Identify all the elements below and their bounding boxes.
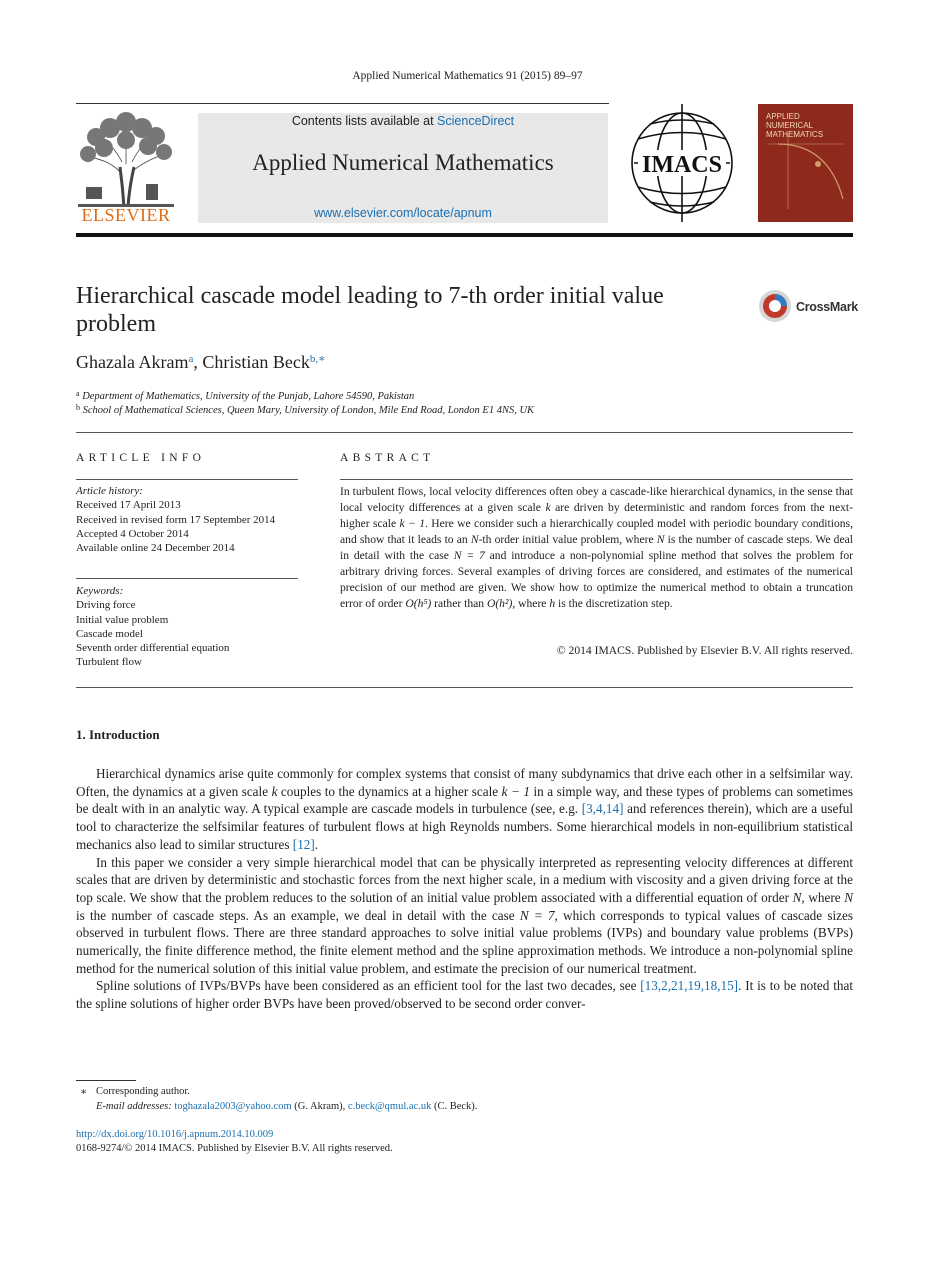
author-separator: , — [193, 352, 203, 372]
issn-copyright: 0168-9274/© 2014 IMACS. Published by Elsevier B.V. All rights reserved. — [76, 1143, 393, 1154]
citation-link[interactable]: [12] — [292, 836, 315, 852]
author-affil-link[interactable]: a — [188, 353, 194, 365]
intro-body — [76, 765, 853, 1013]
corresponding-star: ∗ — [80, 1087, 88, 1098]
doi-link[interactable]: http://dx.doi.org/10.1016/j.apnum.2014.10.009 — [76, 1129, 274, 1140]
contents-line — [198, 114, 608, 128]
history-item: Received in revised form 17 September 2014 — [76, 513, 276, 526]
elsevier-wordmark: ELSEVIER — [81, 205, 171, 225]
abstract-copyright: © 2014 IMACS. Published by Elsevier B.V. All rights reserved. — [556, 644, 853, 657]
cover-title: APPLIED NUMERICAL MATHEMATICS — [766, 112, 824, 139]
journal-title: Applied Numerical Mathematics — [252, 150, 554, 175]
keyword-item: Turbulent flow — [76, 656, 142, 669]
keywords: Keywords: Driving force Initial value problem Cascade model Seventh order differential equation Turbulent flow — [76, 584, 298, 670]
keyword-item: Initial value problem — [76, 613, 169, 626]
keyword-item: Driving force — [76, 599, 136, 612]
paragraph: In this paper we consider a very simple hierarchical model that can be physically interpreted as representing velocity differences at different scales that are driven by deterministic and stochastic forces from the next higher scale, in a medium with viscosity and a given driving force at the top scale. We show that the problem reduces to the solution of an initial value problem associated with a differential equation of order N, where N is the number of cascade steps. As an example, we deal in detail with the case N = 7, which corresponds to typical values of cascade sizes observed in turbulent flows. There are three standard approaches to solve initial value problems (IVPs) and boundary value problems (BVPs) numerically, the finite difference method, the finite element method and the spline approximation methods. We introduce a non-polynomial spline method for the numerical solution of this initial value problem, and estimate the precision of our numerical treatment. — [76, 854, 853, 976]
journal-citation: Applied Numerical Mathematics 91 (2015) 89–97 — [352, 70, 583, 82]
divider — [76, 479, 298, 480]
header-rule — [76, 103, 609, 104]
article-title: Hierarchical cascade model leading to 7-th order initial value problem — [76, 283, 664, 337]
abstract-text: In turbulent flows, local velocity differences often obey a cascade-like hierarchical dynamics, in the sense that local velocity differences at a given scale k are driven by deterministic and random forces from the next-higher scale k − 1. Here we consider such a hierarchically coupled model with periodic boundary conditions, and show that it leads to an N-th order initial value problem, where N is the number of cascade steps. We deal in detail with the case N = 7 and introduce a non-polynomial spline method that solves the problem for arbitrary driving forces. Several examples of driving forces are considered, and estimates of the numerical precision of our method are given. We show how to optimize the numerical method to obtain a truncation error of order O(h⁵) rather than O(h²), where h is the discretization step. — [340, 485, 853, 610]
paragraph: Hierarchical dynamics arise quite commonly for complex systems that consist of many subdynamics that drive each other in a selfsimilar way. Often, the dynamics at a given scale k couples to the dynamics at a higher scale k − 1 in a simple way, and these types of problems can sometimes be dealt with in an analytic way. A typical example are cascade models in turbulence (see, e.g. [3,4,14] and references therein), which are a useful tool to characterize the selfsimilar features of turbulent flows at high Reynolds numbers. Some hierarchical models in non-equilibrium statistical mechanics also lead to similar structures [12]. — [76, 766, 853, 852]
divider — [76, 687, 853, 688]
citation-link[interactable]: [3,4,14] — [581, 801, 624, 817]
article-history: Article history: Received 17 April 2013 Received in revised form 17 September 2014 Accepted 4 October 2014 Available online 24 December 2014 — [76, 484, 298, 555]
journal-url-link[interactable]: www.elsevier.com/locate/apnum — [314, 206, 492, 220]
email-link[interactable]: toghazala2003@yahoo.com — [174, 1101, 292, 1112]
paragraph: Spline solutions of IVPs/BVPs have been considered as an efficient tool for the last two decades, see [13,2,21,19,18,15]. It is to be noted that the spline solutions of higher order BVPs have been proved/observed to be second order conver- — [76, 978, 853, 1012]
section-heading: 1. Introduction — [76, 727, 160, 742]
imacs-wordmark: IMACS — [641, 152, 723, 178]
keyword-item: Seventh order differential equation — [76, 642, 230, 655]
divider — [340, 479, 853, 480]
author-name: Christian Beck — [202, 352, 310, 372]
divider — [76, 578, 298, 579]
history-item: Received 17 April 2013 — [76, 499, 181, 512]
author-list — [76, 352, 326, 373]
affiliation: $^a$ Department of Mathematics, University of the Punjab, Lahore 54590, Pakistan — [76, 389, 415, 402]
divider — [76, 432, 853, 433]
sciencedirect-link[interactable]: ScienceDirect — [437, 114, 515, 128]
email-addresses: E-mail addresses: toghazala2003@yahoo.com (G. Akram), c.beck@qmul.ac.uk (C. Beck). — [96, 1101, 478, 1112]
contents-prefix: Contents lists available at — [291, 114, 438, 128]
affiliation: $^b$ School of Mathematical Sciences, Queen Mary, University of London, Mile End Road, London E1 4NS, UK — [76, 403, 535, 416]
article-info-heading: ARTICLE INFO — [76, 452, 206, 464]
corresponding-author-note: Corresponding author. — [96, 1086, 190, 1097]
imacs-globe-logo — [630, 104, 735, 222]
history-item: Available online 24 December 2014 — [76, 542, 235, 555]
email-link[interactable]: c.beck@qmul.ac.uk — [347, 1101, 432, 1112]
citation-link[interactable]: [13,2,21,19,18,15] — [640, 978, 739, 994]
masthead-rule — [76, 233, 853, 237]
cover-art — [758, 104, 853, 222]
footnote-rule — [76, 1080, 136, 1081]
history-item: Accepted 4 October 2014 — [76, 527, 189, 540]
author-affil-link[interactable]: b,∗ — [309, 353, 326, 365]
author-name: Ghazala Akram — [76, 352, 189, 372]
crossmark-label[interactable]: CrossMark — [796, 300, 858, 314]
abstract-heading: ABSTRACT — [340, 452, 435, 464]
keyword-item: Cascade model — [76, 627, 143, 640]
journal-cover-thumbnail — [758, 104, 853, 222]
